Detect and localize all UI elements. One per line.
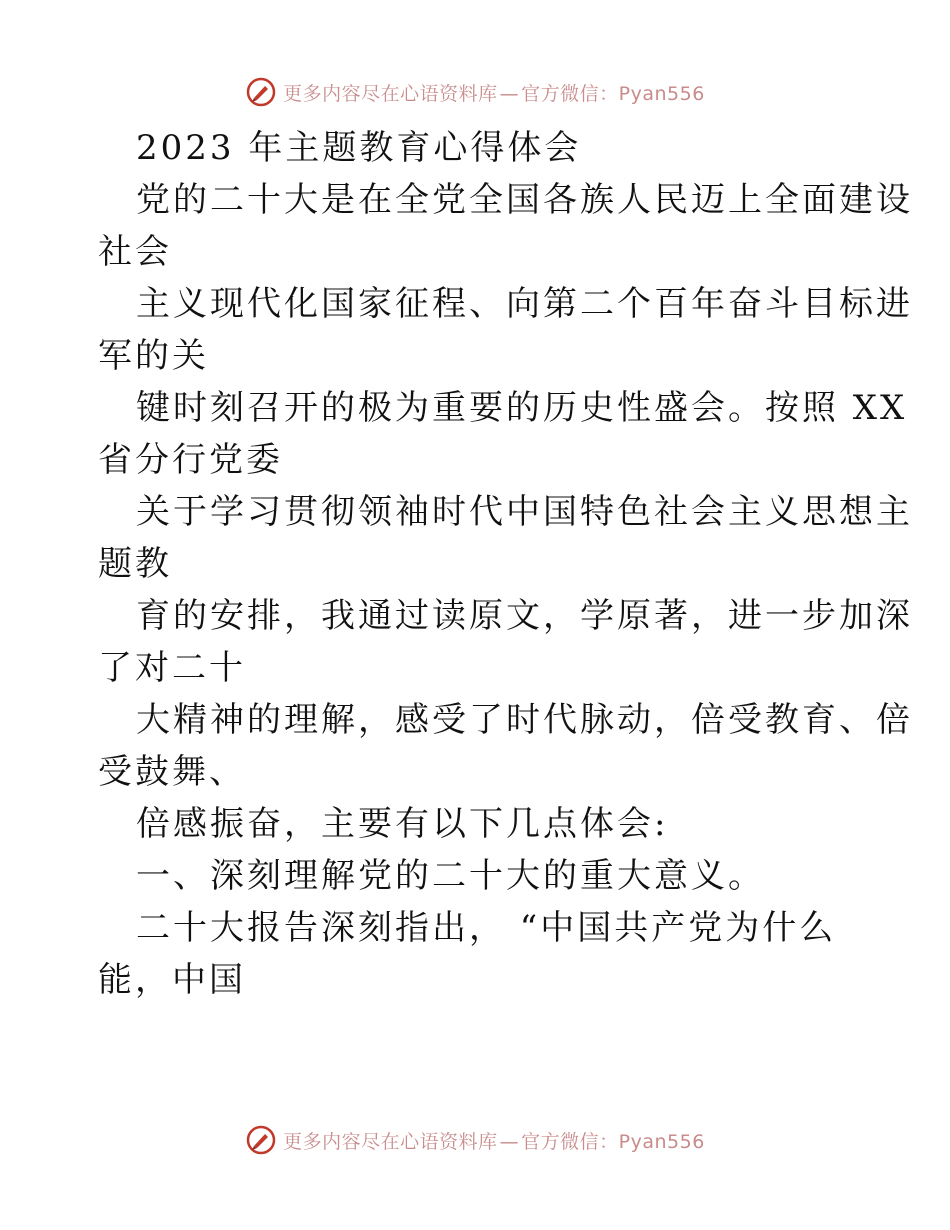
paragraph-line: 省分行党委: [98, 440, 283, 480]
watermark-brand: 更多内容尽在心语资料库: [283, 1130, 498, 1153]
paragraph-line: 倍感振奋，主要有以下几点体会:: [136, 804, 669, 844]
document-body: [98, 122, 913, 1006]
paragraph-line: 二十大报告深刻指出， “中国共产党为什么: [136, 908, 837, 948]
watermark-separator: —: [499, 1130, 520, 1153]
pen-logo-icon: [245, 76, 277, 108]
watermark-separator: —: [499, 82, 520, 105]
watermark-header: [0, 72, 950, 112]
paragraph-line: 党的二十大是在全党全国各族人民迈上全面建设: [136, 180, 913, 220]
pen-logo-icon: [245, 1124, 277, 1156]
section-heading: 一、深刻理解党的二十大的重大意义。: [136, 856, 765, 896]
watermark-text: [283, 79, 705, 106]
watermark-brand: 更多内容尽在心语资料库: [283, 82, 498, 105]
paragraph-line: 受鼓舞、: [98, 752, 246, 792]
watermark-footer: [0, 1120, 950, 1160]
paragraph-line: 军的关: [98, 336, 209, 376]
paragraph-line: 社会: [98, 232, 172, 272]
document-title: 2023 年主题教育心得体会: [136, 128, 582, 168]
watermark-contact: 官方微信：Pyan556: [521, 1130, 705, 1153]
paragraph-line: 关于学习贯彻领袖时代中国特色社会主义思想主: [136, 492, 913, 532]
paragraph-line: 主义现代化国家征程、向第二个百年奋斗目标进: [136, 284, 913, 324]
paragraph-line: 了对二十: [98, 648, 246, 688]
paragraph-line: 键时刻召开的极为重要的历史性盛会。按照 XX: [136, 388, 908, 428]
watermark-contact: 官方微信：Pyan556: [521, 82, 705, 105]
paragraph-line: 育的安排，我通过读原文，学原著，进一步加深: [136, 596, 913, 636]
paragraph-line: 能，中国: [98, 960, 246, 1000]
watermark-text: [283, 1127, 705, 1154]
paragraph-line: 题教: [98, 544, 172, 584]
paragraph-line: 大精神的理解，感受了时代脉动，倍受教育、倍: [136, 700, 913, 740]
